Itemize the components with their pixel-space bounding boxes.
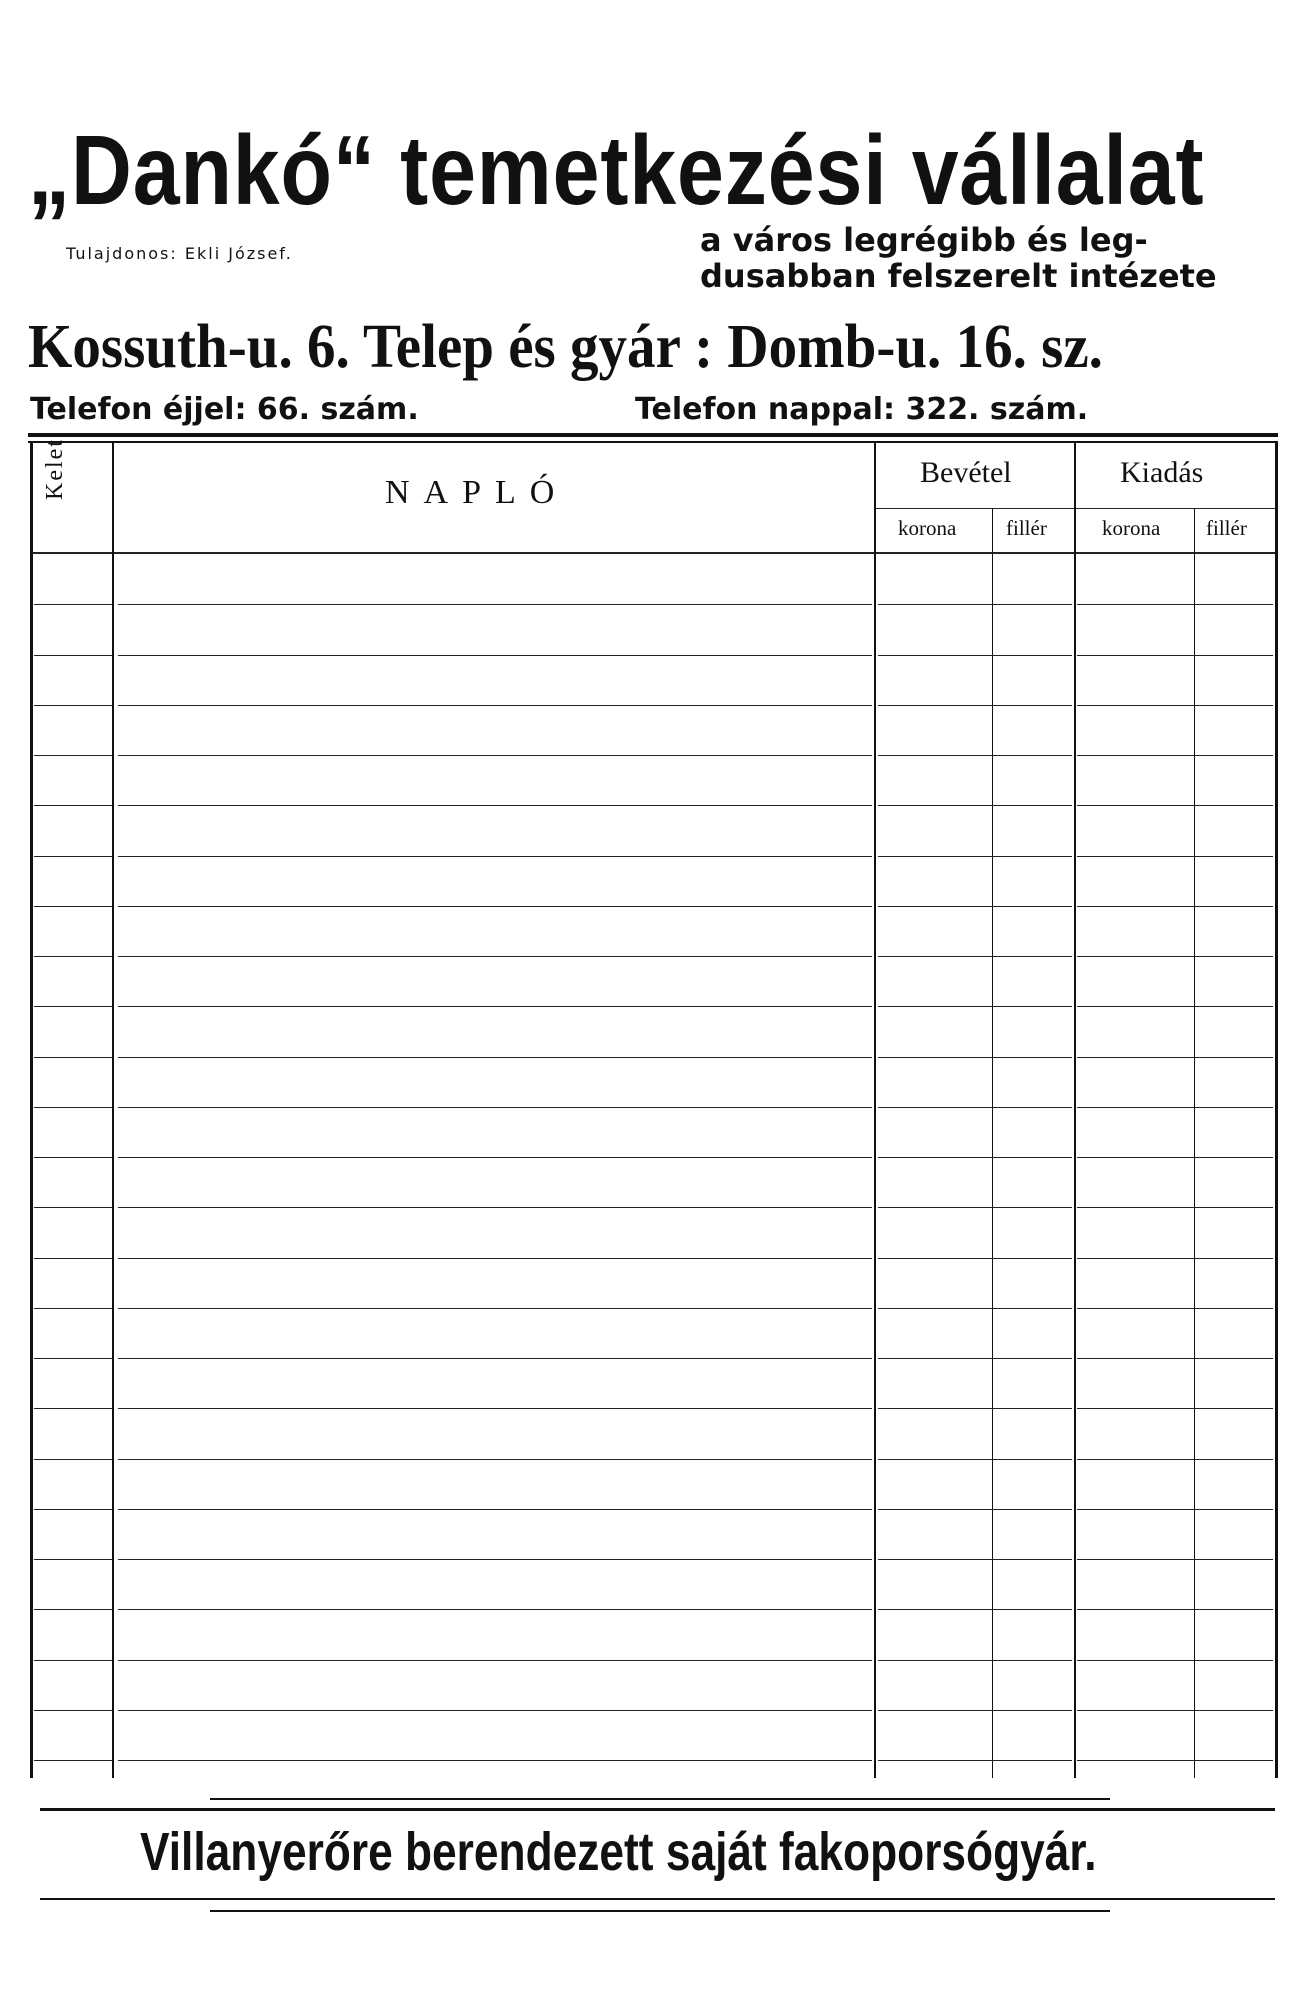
ledger-row-line bbox=[34, 655, 112, 656]
column-header-income: Bevétel bbox=[920, 456, 1012, 489]
ledger-row-line bbox=[34, 1258, 112, 1259]
ledger-row-line bbox=[118, 1559, 872, 1560]
ledger-row-line bbox=[1077, 1308, 1273, 1309]
ledger-row-line bbox=[878, 856, 1072, 857]
ledger-row-line bbox=[118, 1760, 872, 1761]
ledger-row-line bbox=[118, 1710, 872, 1711]
ledger-row-line bbox=[34, 856, 112, 857]
ledger-row-line bbox=[118, 856, 872, 857]
ledger-row-line bbox=[878, 1006, 1072, 1007]
ledger-row-line bbox=[1077, 604, 1273, 605]
ledger-row-line bbox=[1077, 1408, 1273, 1409]
subheader-income-korona: korona bbox=[898, 516, 957, 540]
ledger-row-line bbox=[878, 755, 1072, 756]
ledger-row-line bbox=[1077, 1559, 1273, 1560]
ledger-row-line bbox=[878, 1509, 1072, 1510]
ledger-row-line bbox=[34, 1559, 112, 1560]
footer-rule-top-thin bbox=[210, 1798, 1110, 1800]
ledger-row-line bbox=[878, 1609, 1072, 1610]
ledger-row-line bbox=[878, 1408, 1072, 1409]
ledger-row-line bbox=[118, 1207, 872, 1208]
ledger-row-line bbox=[34, 604, 112, 605]
ledger-row-line bbox=[1077, 755, 1273, 756]
ledger-row-line bbox=[34, 1057, 112, 1058]
ledger-row-line bbox=[34, 1408, 112, 1409]
ledger-row-line bbox=[1077, 1107, 1273, 1108]
ledger-row-line bbox=[34, 1358, 112, 1359]
company-address: Kossuth-u. 6. Telep és gyár : Domb-u. 16. sz. bbox=[28, 313, 1103, 381]
ledger-row-line bbox=[878, 805, 1072, 806]
ledger-row-line bbox=[1077, 1258, 1273, 1259]
ledger-row-line bbox=[118, 1157, 872, 1158]
ledger-row-line bbox=[878, 1710, 1072, 1711]
column-header-journal: NAPLÓ bbox=[385, 474, 569, 511]
ledger-row-line bbox=[118, 1459, 872, 1460]
ledger-row-line bbox=[878, 604, 1072, 605]
ledger-row-line bbox=[878, 705, 1072, 706]
ledger-row-line bbox=[1077, 705, 1273, 706]
ledger-row-line bbox=[118, 1258, 872, 1259]
ledger-row-line bbox=[118, 604, 872, 605]
ledger-row-line bbox=[1077, 1157, 1273, 1158]
subheader-income-filler: fillér bbox=[1006, 516, 1047, 540]
ledger-row-line bbox=[118, 1107, 872, 1108]
ledger-row-line bbox=[878, 1660, 1072, 1661]
ledger-row-line bbox=[118, 1308, 872, 1309]
ledger-row-line bbox=[1077, 805, 1273, 806]
ledger-row-line bbox=[118, 1408, 872, 1409]
ledger-row-line bbox=[878, 1760, 1072, 1761]
ledger-row-line bbox=[1077, 906, 1273, 907]
ledger-row-line bbox=[34, 1107, 112, 1108]
tagline-line-1: a város legrégibb és leg- bbox=[700, 221, 1148, 259]
ledger-row-line bbox=[1077, 1006, 1273, 1007]
company-name: „Dankó“ temetkezési vállalat bbox=[28, 115, 1205, 225]
ledger-row-line bbox=[34, 1308, 112, 1309]
ledger-row-line bbox=[118, 805, 872, 806]
ledger-row-line bbox=[878, 1207, 1072, 1208]
owner-name: Tulajdonos: Ekli József. bbox=[66, 244, 293, 263]
ledger-row-line bbox=[878, 1258, 1072, 1259]
ledger-row-line bbox=[34, 755, 112, 756]
ledger-row-line bbox=[878, 655, 1072, 656]
ledger-row-line bbox=[1077, 1358, 1273, 1359]
ledger-row-line bbox=[34, 906, 112, 907]
ledger-row-line bbox=[34, 1710, 112, 1711]
phone-day: Telefon nappal: 322. szám. bbox=[635, 392, 1089, 427]
ledger-row-line bbox=[878, 1157, 1072, 1158]
tagline-line-2: dusabban felszerelt intézete bbox=[700, 257, 1217, 295]
ledger-row-line bbox=[34, 805, 112, 806]
ledger-row-line bbox=[1077, 1207, 1273, 1208]
ledger-row-line bbox=[878, 956, 1072, 957]
table-right-border bbox=[1275, 443, 1278, 1778]
ledger-row-line bbox=[878, 1107, 1072, 1108]
ledger-row-line bbox=[878, 1057, 1072, 1058]
footer-slogan: Villanyerőre berendezett saját fakoporsógyár. bbox=[140, 1822, 1097, 1882]
column-divider-expense-sub bbox=[1194, 508, 1195, 1778]
table-left-border bbox=[30, 443, 33, 1778]
footer-rule-bottom-thin bbox=[210, 1910, 1110, 1912]
ledger-row-line bbox=[34, 1459, 112, 1460]
column-divider-date bbox=[112, 443, 114, 1778]
ledger-row-line bbox=[1077, 1710, 1273, 1711]
ledger-row-line bbox=[118, 1609, 872, 1610]
ledger-row-line bbox=[118, 1057, 872, 1058]
ledger-row-line bbox=[34, 705, 112, 706]
column-header-date: Kelet bbox=[42, 438, 68, 500]
ledger-row-line bbox=[118, 1509, 872, 1510]
ledger-row-line bbox=[118, 705, 872, 706]
ledger-row-line bbox=[34, 956, 112, 957]
ledger-row-line bbox=[878, 906, 1072, 907]
ledger-row-line bbox=[118, 1660, 872, 1661]
ledger-row-line bbox=[1077, 1760, 1273, 1761]
ledger-row-line bbox=[118, 906, 872, 907]
ledger-row-line bbox=[34, 1157, 112, 1158]
footer-rule-bottom bbox=[40, 1898, 1275, 1900]
ledger-row-line bbox=[118, 755, 872, 756]
ledger-row-line bbox=[1077, 1057, 1273, 1058]
ledger-row-line bbox=[118, 1006, 872, 1007]
ledger-row-line bbox=[1077, 1660, 1273, 1661]
ledger-row-line bbox=[1077, 956, 1273, 957]
ledger-row-line bbox=[34, 1660, 112, 1661]
ledger-row-line bbox=[34, 1509, 112, 1510]
column-header-expense: Kiadás bbox=[1120, 456, 1204, 489]
ledger-row-line bbox=[1077, 1459, 1273, 1460]
ledger-row-line bbox=[1077, 1509, 1273, 1510]
ledger-row-line bbox=[878, 1308, 1072, 1309]
ledger-row-line bbox=[1077, 1609, 1273, 1610]
ledger-row-line bbox=[34, 1207, 112, 1208]
ledger-row-line bbox=[34, 1760, 112, 1761]
ledger-row-line bbox=[878, 1459, 1072, 1460]
phone-night: Telefon éjjel: 66. szám. bbox=[30, 392, 419, 427]
ledger-row-line bbox=[34, 1609, 112, 1610]
ledger-row-line bbox=[1077, 856, 1273, 857]
ledger-row-line bbox=[118, 655, 872, 656]
column-divider-journal bbox=[874, 443, 876, 1778]
ledger-row-line bbox=[34, 1006, 112, 1007]
footer-rule-top bbox=[40, 1808, 1275, 1811]
ledger-row-line bbox=[118, 956, 872, 957]
ledger-row-line bbox=[878, 1559, 1072, 1560]
column-divider-income-sub bbox=[992, 508, 993, 1778]
ledger-row-line bbox=[1077, 655, 1273, 656]
ledger-row-line bbox=[878, 1358, 1072, 1359]
column-divider-income bbox=[1074, 443, 1076, 1778]
header-bottom-line bbox=[30, 552, 1275, 554]
subheader-expense-filler: fillér bbox=[1206, 516, 1247, 540]
subheader-expense-korona: korona bbox=[1102, 516, 1161, 540]
ledger-row-line bbox=[118, 1358, 872, 1359]
